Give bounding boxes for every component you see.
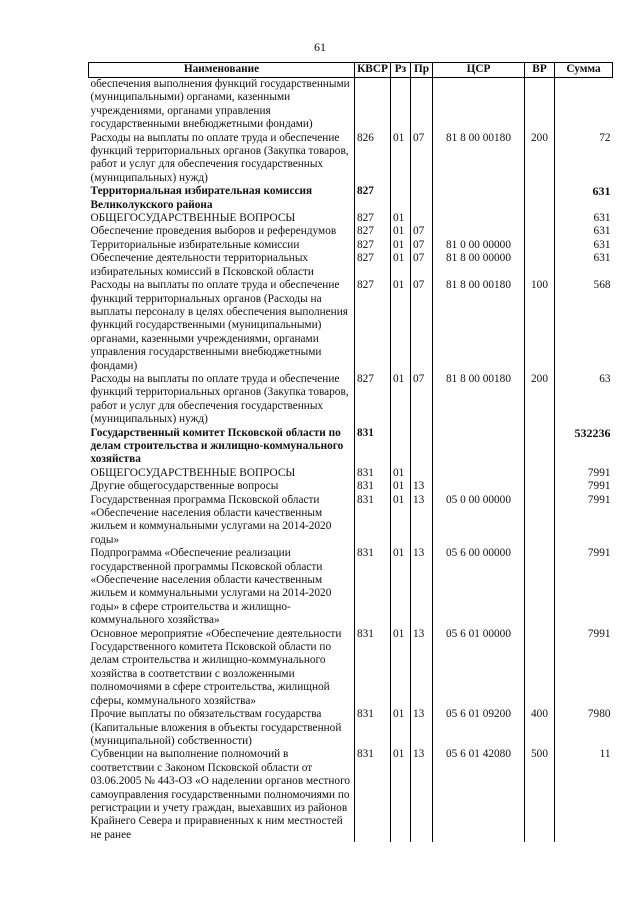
cell-kvsr: 831 — [355, 708, 391, 748]
page-number: 61 — [314, 40, 326, 54]
table-row — [89, 185, 613, 212]
cell-name: обеспечения выполнения функций государственными (муниципальными) органами, казенными учреждениями, органами управления государственными внебюджетными фондами) — [89, 78, 355, 132]
cell-vr: 200 — [525, 132, 555, 186]
cell-pr: 07 — [411, 225, 433, 238]
cell-sum: 631 — [593, 225, 611, 238]
table-row — [89, 212, 613, 225]
cell-csr: 05 6 01 42080 — [433, 748, 525, 842]
table-row — [89, 279, 613, 373]
cell-name: Государственная программа Псковской области «Обеспечение населения области качественным жильем и коммунальными услугами на 2014-2020 годы» — [89, 494, 355, 548]
cell-kvsr: 831 — [355, 547, 391, 627]
budget-table — [88, 62, 613, 842]
cell-kvsr: 827 — [355, 279, 391, 373]
cell-pr — [411, 467, 433, 480]
table-row — [89, 225, 613, 238]
cell-csr: 81 8 00 00000 — [433, 252, 525, 279]
cell-kvsr: 831 — [355, 628, 391, 708]
cell-rz: 01 — [391, 708, 411, 748]
cell-rz: 01 — [391, 494, 411, 548]
table-row — [89, 547, 613, 627]
cell-kvsr: 831 — [355, 494, 391, 548]
cell-rz — [391, 185, 411, 212]
cell-kvsr: 827 — [355, 252, 391, 279]
header-csr: ЦСР — [433, 63, 525, 78]
cell-kvsr — [355, 78, 391, 132]
cell-csr — [433, 480, 525, 493]
cell-vr: 500 — [525, 748, 555, 842]
header-kvsr: КВСР — [355, 63, 391, 78]
cell-vr — [525, 252, 555, 279]
cell-csr: 05 6 00 00000 — [433, 547, 525, 627]
cell-sum: 631 — [593, 212, 611, 225]
cell-name: Другие общегосударственные вопросы — [89, 480, 355, 493]
cell-sum: 631 — [593, 238, 611, 251]
cell-name: Территориальная избирательная комиссия Великолукского района — [89, 185, 355, 212]
cell-pr: 13 — [411, 547, 433, 627]
cell-sum: 7991 — [587, 547, 611, 560]
cell-rz: 01 — [391, 748, 411, 842]
cell-pr: 13 — [411, 494, 433, 548]
cell-name: Расходы на выплаты по оплате труда и обеспечение функций территориальных органов (Закупка товаров, работ и услуг для обеспечения государственных (муниципальных) нужд) — [89, 132, 355, 186]
cell-name: Подпрограмма «Обеспечение реализации государственной программы Псковской области «Обеспечение населения области качественным жильем и коммунальными услугами на 2014-2020 годы» в сфере строительства и жилищно-коммунального хозяйства» — [89, 547, 355, 627]
table-row — [89, 78, 613, 132]
cell-sum: 631 — [593, 252, 611, 265]
cell-name: Государственный комитет Псковской области по делам строительства и жилищно-коммунального хозяйства — [89, 427, 355, 467]
cell-vr: 200 — [525, 373, 555, 427]
cell-sum: 63 — [599, 372, 611, 385]
header-sum: Сумма — [555, 63, 613, 78]
cell-vr: 100 — [525, 279, 555, 373]
table-row — [89, 467, 613, 480]
cell-kvsr: 827 — [355, 225, 391, 238]
cell-sum: 7991 — [587, 466, 611, 479]
cell-sum: 72 — [599, 131, 611, 144]
cell-rz: 01 — [391, 212, 411, 225]
header-name: Наименование — [89, 63, 355, 78]
cell-csr — [433, 212, 525, 225]
cell-name: Территориальные избирательные комиссии — [89, 239, 355, 252]
cell-name: Обеспечение проведения выборов и референдумов — [89, 225, 355, 238]
cell-pr: 07 — [411, 279, 433, 373]
cell-rz: 01 — [391, 373, 411, 427]
cell-name: Прочие выплаты по обязательствам государства (Капитальные вложения в объекты государственной (муниципальной) собственности) — [89, 708, 355, 748]
cell-csr — [433, 467, 525, 480]
cell-pr: 13 — [411, 628, 433, 708]
cell-kvsr: 827 — [355, 239, 391, 252]
cell-sum: 7991 — [587, 627, 611, 640]
table-row — [89, 708, 613, 748]
cell-name: ОБЩЕГОСУДАРСТВЕННЫЕ ВОПРОСЫ — [89, 212, 355, 225]
header-rz: Рз — [391, 63, 411, 78]
cell-csr — [433, 427, 525, 467]
table-row — [89, 239, 613, 252]
cell-rz: 01 — [391, 252, 411, 279]
cell-rz — [391, 427, 411, 467]
cell-rz: 01 — [391, 132, 411, 186]
cell-vr: 400 — [525, 708, 555, 748]
cell-sum: 7980 — [587, 708, 611, 721]
cell-kvsr: 827 — [355, 185, 391, 212]
cell-sum — [555, 78, 613, 132]
cell-rz: 01 — [391, 547, 411, 627]
cell-name: Субвенции на выполнение полномочий в соответствии с Законом Псковской области от 03.06.2005 № 443-ОЗ «О наделении органов местного самоуправления государственными полномочиями по регистрации и учету граждан, выехавших из районов Крайнего Севера и приравненных к ним местностей не ранее — [89, 748, 355, 842]
table-row — [89, 480, 613, 493]
cell-name: ОБЩЕГОСУДАРСТВЕННЫЕ ВОПРОСЫ — [89, 467, 355, 480]
cell-vr — [525, 427, 555, 467]
cell-vr — [525, 212, 555, 225]
cell-kvsr: 831 — [355, 748, 391, 842]
cell-sum: 532236 — [574, 425, 611, 440]
cell-rz — [391, 78, 411, 132]
cell-vr — [525, 467, 555, 480]
cell-vr — [525, 78, 555, 132]
cell-rz: 01 — [391, 480, 411, 493]
cell-rz: 01 — [391, 467, 411, 480]
table-row — [89, 494, 613, 548]
cell-csr — [433, 78, 525, 132]
cell-pr — [411, 78, 433, 132]
cell-kvsr: 831 — [355, 467, 391, 480]
cell-sum: 631 — [592, 184, 611, 199]
table-row — [89, 132, 613, 186]
cell-csr: 05 0 00 00000 — [433, 494, 525, 548]
cell-sum: 7991 — [587, 493, 611, 506]
cell-vr — [525, 185, 555, 212]
table-row — [89, 252, 613, 279]
cell-csr — [433, 185, 525, 212]
table-row — [89, 373, 613, 427]
cell-pr — [411, 427, 433, 467]
cell-kvsr: 827 — [355, 212, 391, 225]
cell-name: Основное мероприятие «Обеспечение деятельности Государственного комитета Псковской области по делам строительства и жилищно-коммунального хозяйства в соответствии с возложенными полномочиями в сфере строительства, жилищной сферы, коммунального хозяйства» — [89, 628, 355, 708]
cell-sum: 11 — [599, 748, 611, 761]
cell-csr: 81 8 00 00180 — [433, 279, 525, 373]
cell-pr: 07 — [411, 373, 433, 427]
cell-name: Расходы на выплаты по оплате труда и обеспечение функций территориальных органов (Закупка товаров, работ и услуг для обеспечения государственных (муниципальных) нужд) — [89, 373, 355, 427]
cell-pr: 07 — [411, 252, 433, 279]
cell-vr — [525, 239, 555, 252]
cell-csr: 81 0 00 00000 — [433, 239, 525, 252]
cell-name: Расходы на выплаты по оплате труда и обеспечение функций территориальных органов (Расходы на выплаты персоналу в целях обеспечения выполнения функций государственными (муниципальными) органами, казенными учреждениями, органами управления государственными внебюджетными фондами) — [89, 279, 355, 373]
cell-pr: 13 — [411, 748, 433, 842]
cell-vr — [525, 480, 555, 493]
table-header-row — [89, 63, 613, 78]
cell-vr — [525, 225, 555, 238]
cell-rz: 01 — [391, 225, 411, 238]
cell-csr: 81 8 00 00180 — [433, 373, 525, 427]
cell-kvsr: 826 — [355, 132, 391, 186]
cell-kvsr: 831 — [355, 480, 391, 493]
cell-pr: 13 — [411, 480, 433, 493]
cell-vr — [525, 494, 555, 548]
cell-rz: 01 — [391, 239, 411, 252]
cell-csr: 81 8 00 00180 — [433, 132, 525, 186]
cell-pr: 13 — [411, 708, 433, 748]
cell-vr — [525, 547, 555, 627]
table-row — [89, 628, 613, 708]
header-pr: Пр — [411, 63, 433, 78]
cell-name: Обеспечение деятельности территориальных избирательных комиссий в Псковской области — [89, 252, 355, 279]
cell-pr: 07 — [411, 239, 433, 252]
cell-rz: 01 — [391, 279, 411, 373]
cell-sum: 568 — [593, 279, 611, 292]
cell-csr: 05 6 01 09200 — [433, 708, 525, 748]
cell-rz: 01 — [391, 628, 411, 708]
cell-pr — [411, 185, 433, 212]
table-row — [89, 748, 613, 842]
cell-vr — [525, 628, 555, 708]
cell-kvsr: 827 — [355, 373, 391, 427]
cell-kvsr: 831 — [355, 427, 391, 467]
cell-pr — [411, 212, 433, 225]
table-row — [89, 427, 613, 467]
cell-csr: 05 6 01 00000 — [433, 628, 525, 708]
cell-pr: 07 — [411, 132, 433, 186]
header-vr: ВР — [525, 63, 555, 78]
cell-sum: 7991 — [587, 480, 611, 493]
cell-csr — [433, 225, 525, 238]
